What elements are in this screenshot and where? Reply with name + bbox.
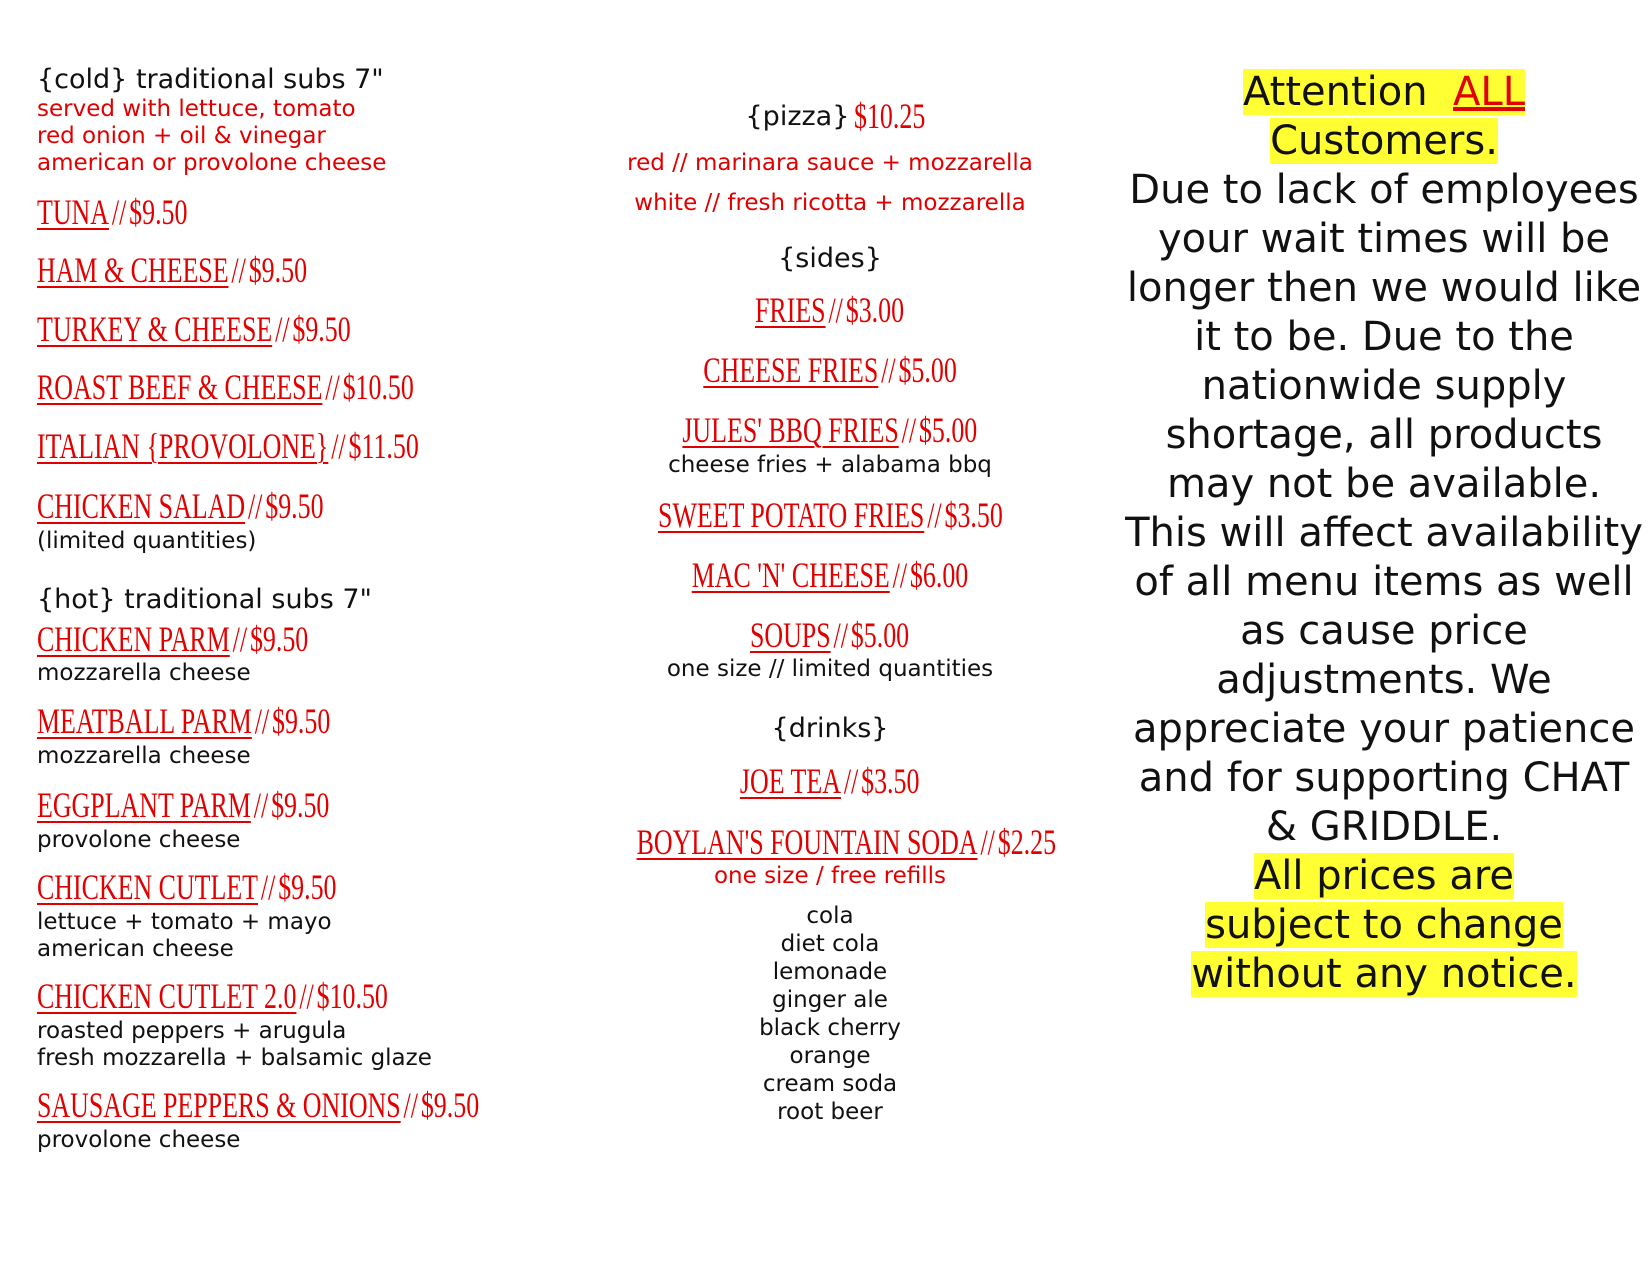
- sides-heading: {sides}: [778, 243, 882, 274]
- side-item-soups: [555, 617, 1105, 653]
- separator: //: [901, 410, 917, 450]
- item-name: CHICKEN CUTLET 2.0: [37, 976, 297, 1016]
- notice-prices-line3: without any notice.: [1191, 951, 1577, 997]
- notice-attention: Attention: [1243, 69, 1428, 115]
- side-item-sweet-potato-fries: [555, 497, 1105, 533]
- menu-item-turkey-cheese: [37, 311, 473, 347]
- notice-customers: Customers.: [1270, 118, 1498, 164]
- separator: //: [254, 701, 270, 741]
- item-name: CHEESE FRIES: [703, 350, 879, 390]
- separator: //: [260, 867, 276, 907]
- item-price: $9.50: [278, 867, 337, 907]
- item-price: $9.50: [129, 192, 188, 232]
- sausage-note: provolone cheese: [37, 1127, 241, 1153]
- item-price: $5.00: [851, 615, 910, 655]
- cold-subs-sub2: red onion + oil & vinegar: [37, 123, 326, 149]
- separator: //: [299, 976, 314, 1016]
- cold-subs-sub3: american or provolone cheese: [37, 150, 387, 176]
- item-price: $3.50: [944, 495, 1003, 535]
- item-price: $9.50: [249, 619, 309, 659]
- separator: //: [833, 615, 849, 655]
- menu-item-chicken-cutlet: [37, 869, 453, 905]
- item-name: CHICKEN PARM: [37, 619, 230, 659]
- jules-bbq-note: cheese fries + alabama bbq: [668, 452, 992, 478]
- drink-item-joe-tea: [555, 763, 1105, 799]
- menu-item-eggplant-parm: [37, 787, 443, 823]
- chicken-cutlet-note2: american cheese: [37, 936, 234, 962]
- separator: //: [253, 785, 269, 825]
- side-item-cheese-fries: [555, 352, 1105, 388]
- item-name: FRIES: [755, 290, 827, 330]
- item-price: $3.00: [846, 290, 905, 330]
- hot-subs-heading: {hot} traditional subs 7": [37, 584, 372, 615]
- drinks-heading: {drinks}: [771, 713, 889, 744]
- side-item-mac-n-cheese: [555, 557, 1105, 593]
- flavor-item: diet cola: [780, 931, 880, 957]
- separator: //: [926, 495, 942, 535]
- soda-flavor-list: [555, 902, 1105, 1126]
- item-name: HAM & CHEESE: [37, 250, 229, 290]
- customer-notice: [1118, 68, 1650, 999]
- pizza-white: white // fresh ricotta + mozzarella: [634, 190, 1026, 216]
- pizza-price: $10.25: [854, 96, 926, 136]
- flavor-item: cola: [806, 903, 854, 929]
- notice-prices-line1: All prices are: [1253, 853, 1515, 899]
- cold-subs-sub1: served with lettuce, tomato: [37, 96, 356, 122]
- item-name: JOE TEA: [740, 761, 842, 801]
- item-name: JULES' BBQ FRIES: [682, 410, 899, 450]
- item-name: EGGPLANT PARM: [37, 785, 251, 825]
- item-name: SAUSAGE PEPPERS & ONIONS: [37, 1085, 401, 1125]
- item-price: $10.50: [342, 367, 414, 407]
- item-name: MAC 'N' CHEESE: [691, 555, 890, 595]
- chicken-cutlet-2-note: roasted peppers + arugula: [37, 1018, 347, 1044]
- menu-item-chicken-cutlet-2: [37, 978, 524, 1014]
- item-price: $10.50: [316, 976, 388, 1016]
- flavor-item: black cherry: [759, 1015, 901, 1041]
- notice-prices: [1118, 852, 1650, 999]
- separator: //: [881, 350, 896, 390]
- separator: //: [403, 1085, 418, 1125]
- flavor-item: root beer: [777, 1099, 883, 1125]
- item-price: $2.25: [997, 822, 1057, 862]
- menu-item-ham-cheese: [37, 252, 412, 288]
- pizza-heading: {pizza}: [745, 100, 850, 132]
- separator: //: [828, 290, 844, 330]
- separator: //: [232, 619, 248, 659]
- item-name: TURKEY & CHEESE: [37, 309, 273, 349]
- flavor-item: cream soda: [762, 1071, 898, 1097]
- cold-subs-heading: {cold} traditional subs 7": [37, 64, 384, 95]
- separator: //: [331, 426, 346, 466]
- boylans-note: one size / free refills: [713, 863, 947, 889]
- item-name: CHICKEN SALAD: [37, 486, 246, 526]
- chicken-cutlet-2-note2: fresh mozzarella + balsamic glaze: [37, 1045, 432, 1071]
- item-name: SOUPS: [750, 615, 832, 655]
- item-price: $3.50: [861, 761, 920, 801]
- item-price: $9.50: [248, 250, 308, 290]
- drink-item-boylans-soda: [555, 824, 1105, 860]
- soups-note: one size // limited quantities: [666, 656, 994, 682]
- separator: //: [892, 555, 908, 595]
- item-price: $9.50: [272, 701, 331, 741]
- menu-item-chicken-parm: [37, 621, 414, 657]
- item-name: ROAST BEEF & CHEESE: [37, 367, 323, 407]
- separator: //: [275, 309, 290, 349]
- notice-all: ALL: [1453, 69, 1525, 115]
- item-name: MEATBALL PARM: [37, 701, 252, 741]
- item-name: SWEET POTATO FRIES: [657, 495, 924, 535]
- separator: //: [980, 822, 995, 862]
- separator: //: [111, 192, 127, 232]
- flavor-item: lemonade: [772, 959, 888, 985]
- notice-body: Due to lack of employees your wait times will be longer then we would like it to be. Due to the nationwide supply shortage, all products may not be available. This will affect availability of all menu items as well as cause price adjustments. We appreciate your patience and for supporting CHAT & GRIDDLE.: [1125, 167, 1643, 850]
- item-price: $9.50: [265, 486, 324, 526]
- side-item-jules-bbq-fries: [555, 412, 1105, 448]
- notice-prices-line2: subject to change: [1205, 902, 1563, 948]
- separator: //: [231, 250, 246, 290]
- pizza-heading-row: [555, 98, 1105, 134]
- item-name: CHICKEN CUTLET: [37, 867, 259, 907]
- chicken-parm-note: mozzarella cheese: [37, 660, 251, 686]
- side-item-fries: [555, 292, 1105, 328]
- separator: //: [247, 486, 263, 526]
- item-price: $9.50: [420, 1085, 480, 1125]
- chicken-cutlet-note: lettuce + tomato + mayo: [37, 909, 332, 935]
- notice-title-line1: [1118, 68, 1650, 117]
- flavor-item: ginger ale: [772, 987, 888, 1013]
- item-price: $11.50: [348, 426, 419, 466]
- item-price: $9.50: [271, 785, 330, 825]
- menu-item-meatball-parm: [37, 703, 444, 739]
- menu-item-roast-beef-cheese: [37, 369, 560, 405]
- menu-item-tuna: [37, 194, 246, 230]
- separator: //: [325, 367, 340, 407]
- flavor-item: orange: [789, 1043, 871, 1069]
- notice-title-line2: [1118, 117, 1650, 166]
- menu-item-italian: [37, 428, 567, 464]
- item-name: ITALIAN {PROVOLONE}: [37, 426, 329, 466]
- meatball-parm-note: mozzarella cheese: [37, 743, 251, 769]
- chicken-salad-note: (limited quantities): [37, 528, 257, 554]
- pizza-red: red // marinara sauce + mozzarella: [627, 150, 1033, 176]
- item-price: $6.00: [909, 555, 969, 595]
- eggplant-parm-note: provolone cheese: [37, 827, 241, 853]
- separator: //: [844, 761, 859, 801]
- item-price: $9.50: [292, 309, 351, 349]
- item-price: $5.00: [898, 350, 957, 390]
- item-name: TUNA: [37, 192, 109, 232]
- item-price: $5.00: [919, 410, 978, 450]
- item-name: BOYLAN'S FOUNTAIN SODA: [636, 822, 978, 862]
- menu-item-chicken-salad: [37, 488, 435, 524]
